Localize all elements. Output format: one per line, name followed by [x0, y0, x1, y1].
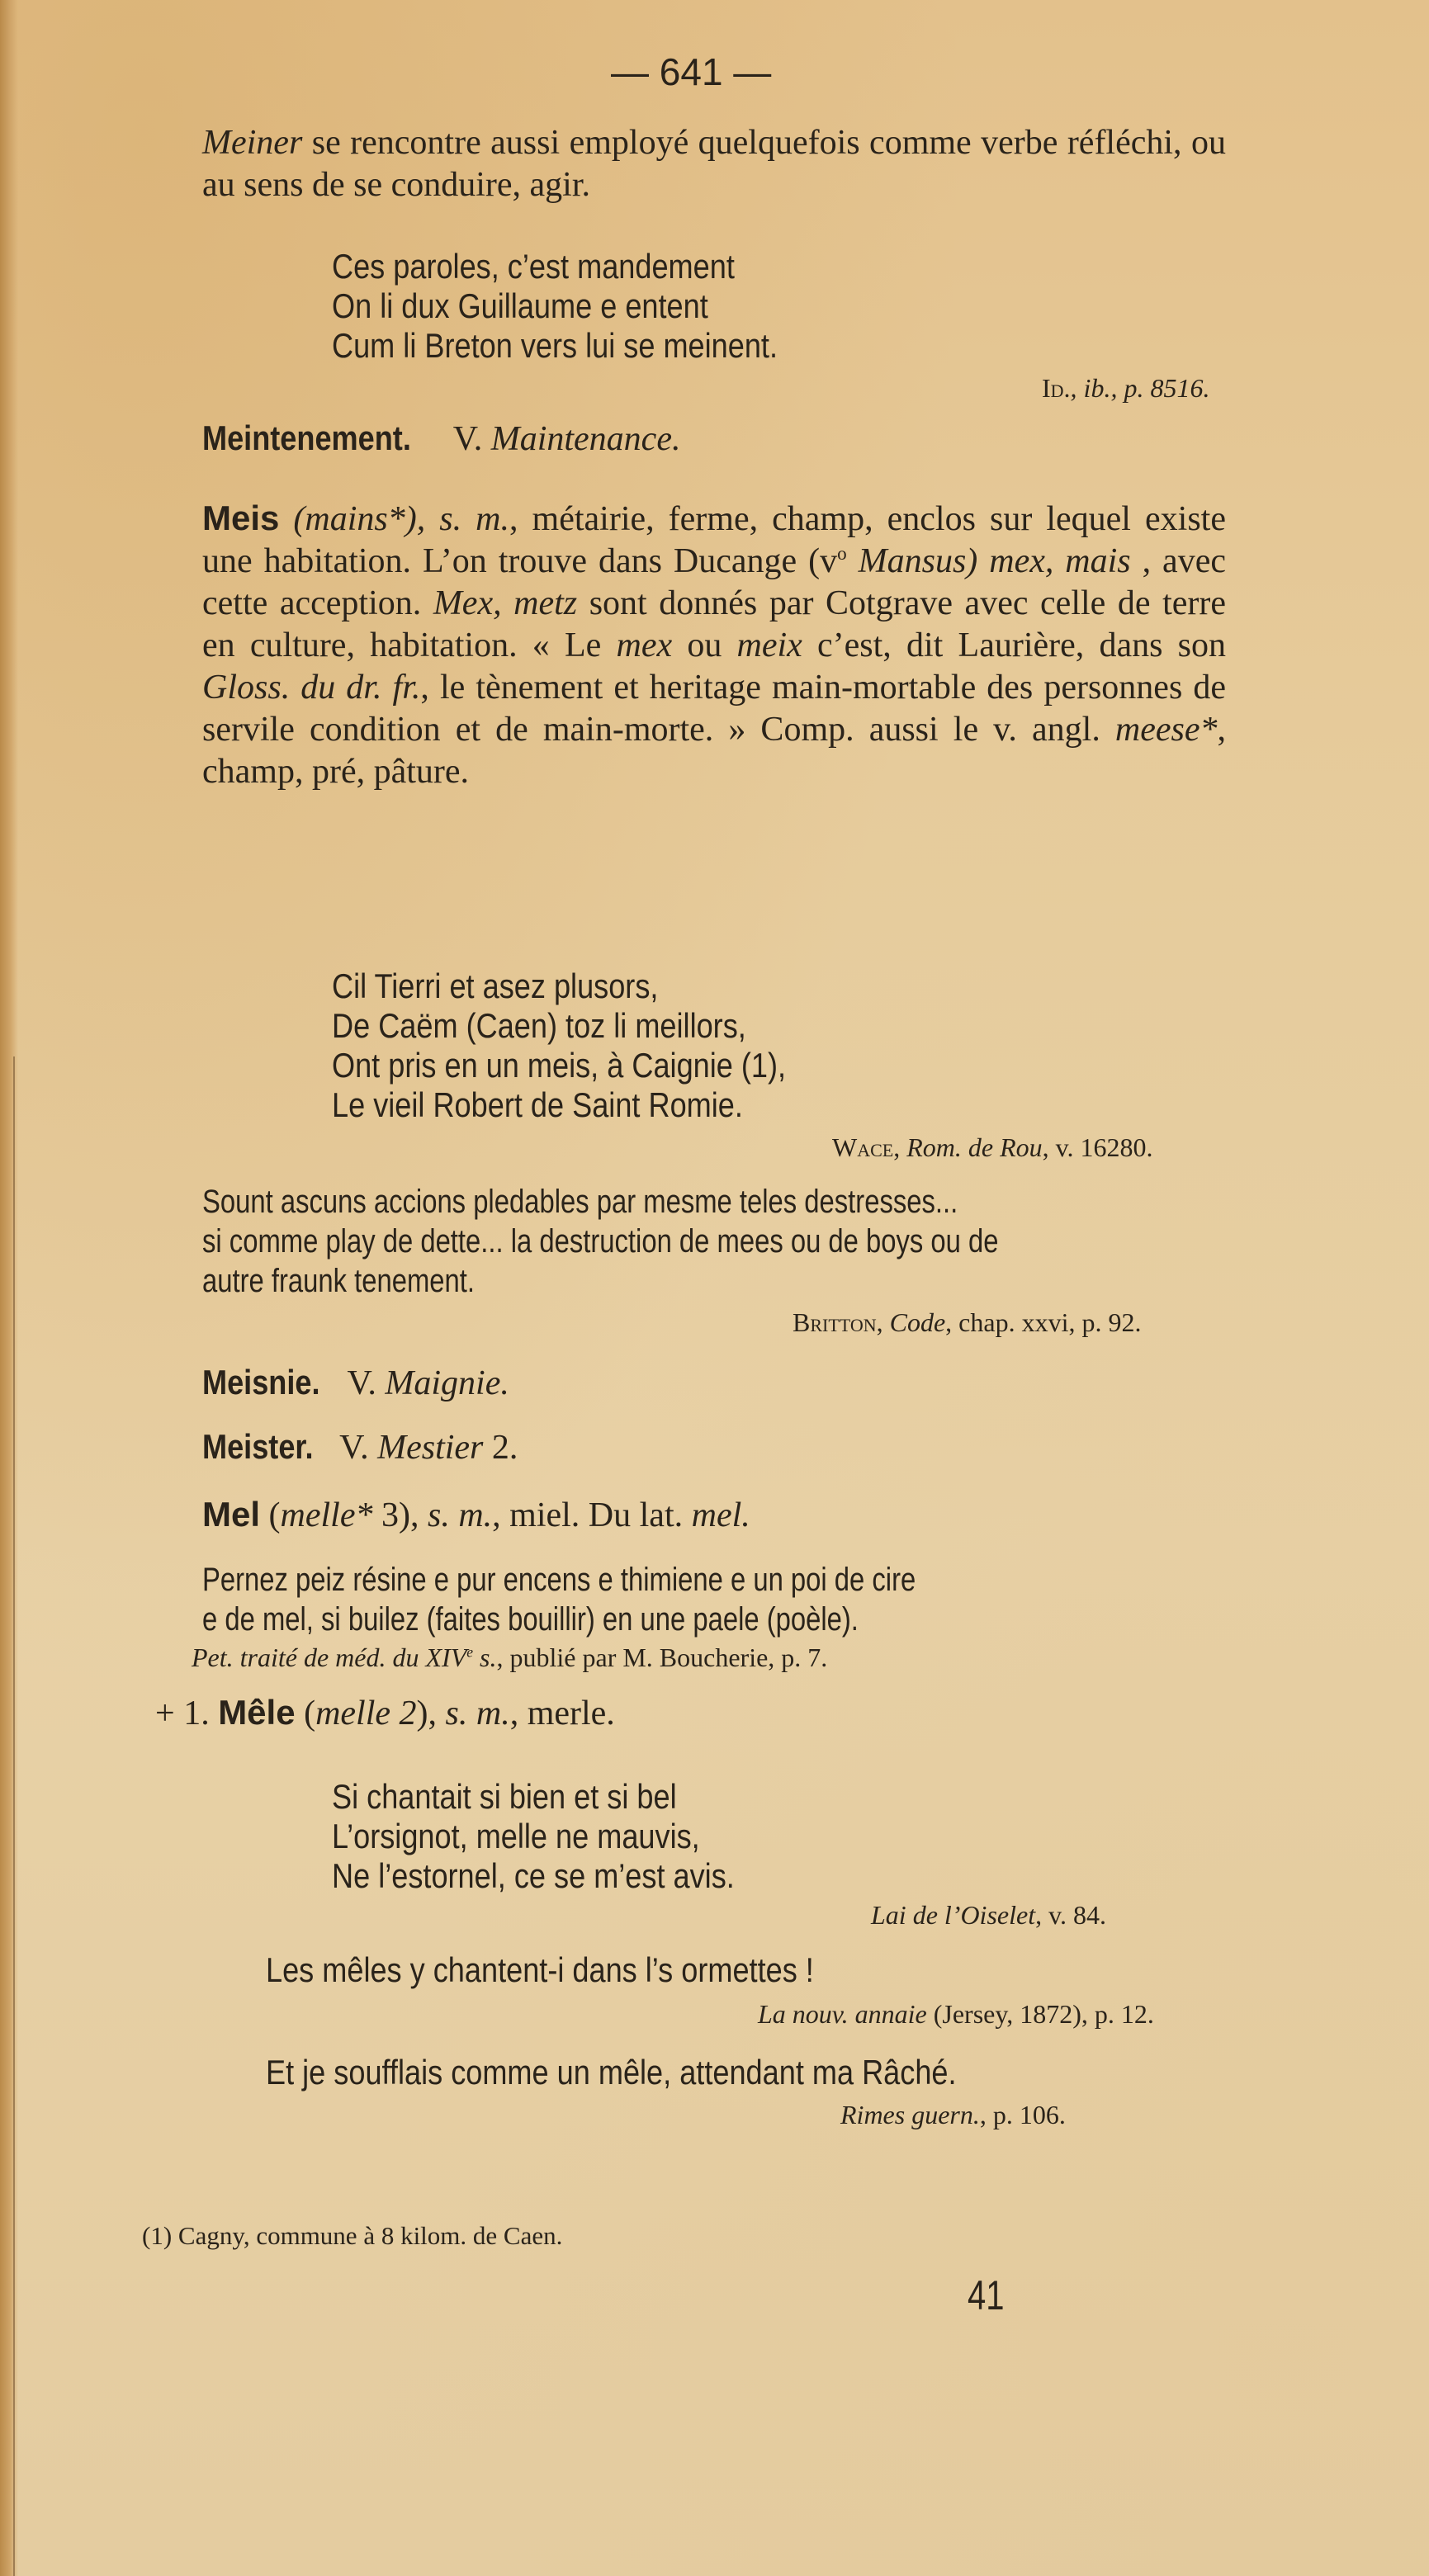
citation-author: Britton — [793, 1307, 877, 1337]
citation-rest: , ib., p. 8516. — [1070, 373, 1210, 403]
quote-2-line-4: Le vieil Robert de Saint Romie. — [332, 1085, 743, 1124]
quote-7-line: Et je soufflais comme un mêle, attendant ma Râché. — [266, 2053, 957, 2092]
meiner-text: se rencontre aussi employé quelquefois comme verbe réfléchi, ou au sens de se conduire, agir. — [202, 124, 1226, 204]
quote-6-citation — [758, 1997, 1154, 2030]
quote-3-line-3: autre fraunk tenement. — [202, 1263, 476, 1299]
meis-text-2: , avec cette acception. — [202, 542, 1226, 622]
meiner-lead: Meiner — [202, 124, 303, 162]
quote-2-line-1: Cil Tierri et asez plusors, — [332, 967, 659, 1005]
form-open: ( — [295, 1694, 316, 1732]
quote-6-line: Les mêles y chantent-i dans l’s ormettes ! — [266, 1950, 814, 1989]
gram: s. m. — [445, 1694, 510, 1732]
entry-meisnie — [202, 1362, 509, 1404]
gram: s. m. — [427, 1496, 493, 1534]
quote-3-line-2: si comme play de dette... la destruction de mees ou de boys ou de — [202, 1223, 999, 1260]
meis-gram: s. m. — [439, 500, 509, 538]
quote-5-line-3: Ne l’estornel, ce se m’est avis. — [332, 1856, 735, 1895]
citation-rest: , p. 106. — [979, 2100, 1066, 2129]
entry-meis — [202, 497, 1226, 793]
citation-work: Rimes guern. — [840, 2100, 980, 2129]
etym-mel: mel. — [691, 1496, 750, 1534]
citation-work: La nouv. annaie — [758, 1999, 927, 2029]
meis-text-1: , métairie, ferme, champ, enclos sur lequel existe une habitation. L’on trouve dans Ducange (v — [202, 500, 1226, 580]
meis-text-5: c’est, dit Laurière, dans son — [802, 626, 1226, 664]
entry-mele — [155, 1692, 615, 1734]
meis-mex-metz: Mex, metz — [433, 584, 578, 622]
form-melle: melle* — [280, 1496, 373, 1534]
form-open: ( — [260, 1496, 281, 1534]
ref-target-mestier: Mestier — [377, 1429, 484, 1467]
quote-1-line-3: Cum li Breton vers lui se meinent. — [332, 326, 778, 365]
quote-1-line-1: Ces paroles, c’est mandement — [332, 247, 735, 286]
citation-rest: , v. 16280. — [1042, 1132, 1153, 1162]
quote-2-citation: Wace, Rom. de Rou, v. 16280. — [832, 1132, 1153, 1162]
page-number-header: — 641 — — [611, 50, 772, 93]
ref-prefix: V. — [338, 1364, 386, 1402]
meis-text-4: ou — [672, 626, 737, 664]
ref-target-maintenance: Maintenance. — [490, 420, 681, 458]
citation-rest: (Jersey, 1872), p. 12. — [926, 1999, 1154, 2029]
ref-prefix: V. — [331, 1429, 378, 1467]
citation-sup: e — [466, 1643, 474, 1661]
quote-3-line-1: Sount ascuns accions pledables par mesme teles destresses... — [202, 1184, 958, 1220]
meis-form: (mains*), — [279, 500, 440, 538]
quote-4-line-2: e de mel, si builez (faites bouillir) en une paele (poèle). — [202, 1601, 859, 1638]
citation-author: Id. — [1042, 373, 1071, 403]
quote-1-line-2: On li dux Guillaume e entent — [332, 286, 708, 325]
meis-meix: meix — [736, 626, 802, 664]
ref-target-maignie: Maignie. — [385, 1364, 509, 1402]
homonym-number: 1. — [183, 1694, 210, 1732]
meis-text-7: , champ, pré, pâture. — [202, 711, 1226, 791]
meis-ducange: Mansus) mex, mais — [846, 542, 1131, 580]
entry-meister — [202, 1426, 518, 1468]
quote-5-line-1: Si chantait si bien et si bel — [332, 1777, 677, 1816]
meis-text-3: sont donnés par Cotgrave avec celle de terre en culture, habitation. « Le — [202, 584, 1226, 664]
meis-mex: mex — [616, 626, 673, 664]
quote-4-citation — [192, 1641, 827, 1674]
meis-gloss: Gloss. du dr. fr. — [202, 669, 421, 707]
meis-meese: meese* — [1114, 711, 1218, 749]
footnote: (1) Cagny, commune à 8 kilom. de Caen. — [142, 2221, 563, 2250]
citation-s: s. — [473, 1642, 497, 1672]
quote-2-line-2: De Caëm (Caen) toz li meillors, — [332, 1006, 746, 1045]
meis-sup: o — [837, 542, 847, 564]
headword-meisnie: Meisnie. — [202, 1363, 320, 1401]
citation-work: Code — [889, 1307, 946, 1337]
mele-text: , merle. — [509, 1694, 615, 1732]
ref-prefix: V. — [445, 420, 491, 458]
citation-author: Wace — [832, 1132, 894, 1162]
headword-mel: Mel — [202, 1495, 261, 1534]
headword-mele: Mêle — [218, 1693, 296, 1732]
form-close: 3), — [372, 1496, 428, 1534]
ref-number: 2. — [483, 1429, 518, 1467]
quote-5-line-2: L’orsignot, melle ne mauvis, — [332, 1817, 700, 1855]
quote-5-citation — [871, 1898, 1106, 1931]
quote-4-line-1: Pernez peiz résine e pur encens e thimiene e un poi de cire — [202, 1562, 916, 1598]
citation-rest: , publié par M. Boucherie, p. 7. — [496, 1642, 828, 1672]
new-word-marker: + — [155, 1694, 175, 1732]
citation-work: Pet. traité de méd. du XIV — [192, 1642, 467, 1672]
entry-mel — [202, 1494, 750, 1536]
quote-1-citation — [1042, 371, 1209, 404]
form-close: ), — [416, 1694, 446, 1732]
headword-meintenement: Meintenement. — [202, 418, 411, 457]
citation-rest: , chap. xxvi, p. 92. — [945, 1307, 1142, 1337]
entry-meintenement — [202, 418, 680, 460]
headword-meis: Meis — [202, 499, 280, 537]
headword-meister: Meister. — [202, 1427, 314, 1466]
signature-mark: 41 — [968, 2272, 1005, 2318]
citation-rest: , v. 84. — [1035, 1900, 1106, 1930]
meis-text-6: , le tènement et heritage main-mortable des personnes de servile condition et de main-morte. » Comp. aussi le v. angl. — [202, 669, 1226, 749]
mel-text: , miel. Du lat. — [492, 1496, 692, 1534]
quote-7-citation — [840, 2098, 1066, 2131]
citation-work: Lai de l’Oiselet — [871, 1900, 1036, 1930]
quote-3-citation: Britton, Code, chap. xxvi, p. 92. — [793, 1307, 1142, 1337]
citation-work: Rom. de Rou — [906, 1132, 1043, 1162]
form-melle: melle 2 — [315, 1694, 417, 1732]
meiner-note — [202, 122, 1226, 206]
quote-2-line-3: Ont pris en un meis, à Caignie (1), — [332, 1046, 787, 1085]
